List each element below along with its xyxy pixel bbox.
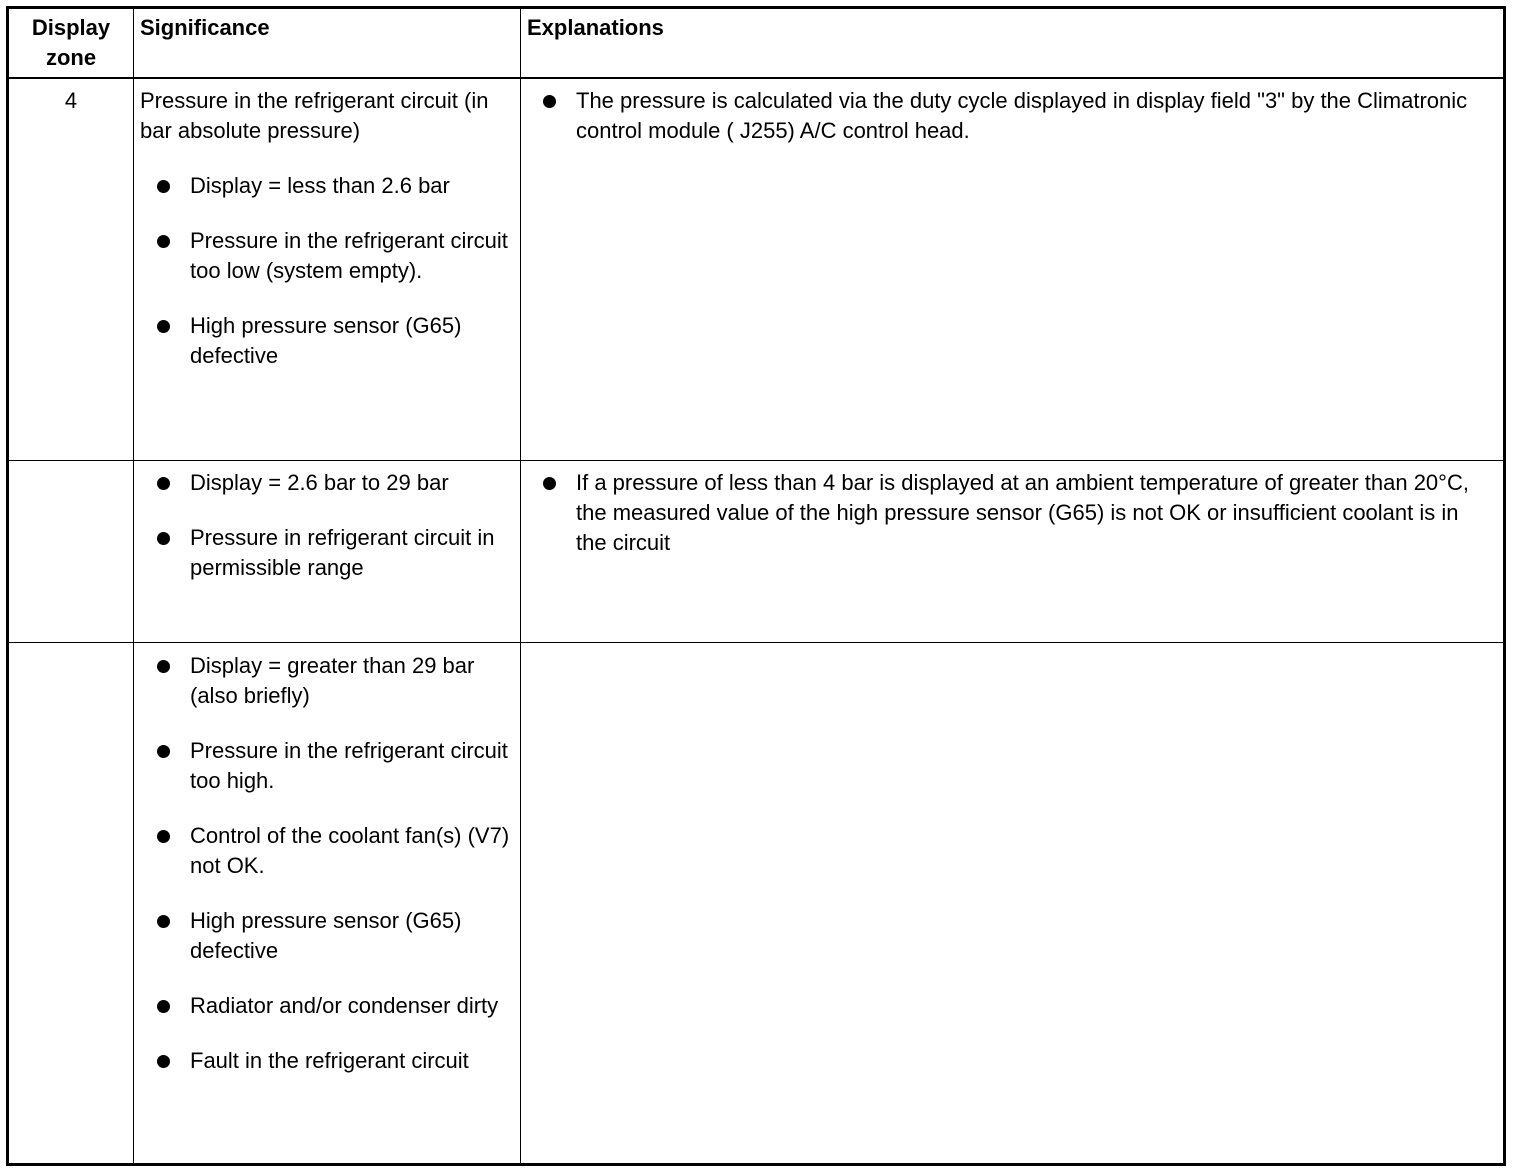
row-2-explanations [526, 468, 1486, 558]
bullet-icon [157, 915, 170, 928]
row-divider [6, 642, 1506, 643]
list-item: Display = less than 2.6 bar [140, 171, 518, 201]
row-2-significance [140, 468, 518, 583]
list-item: Display = 2.6 bar to 29 bar [140, 468, 518, 498]
bullet-icon [157, 830, 170, 843]
significance-list [140, 171, 518, 371]
explanations-list [526, 86, 1486, 146]
significance-intro: Pressure in the refrigerant circuit (in bar absolute pressure) [140, 88, 489, 143]
header-explanations: Explanations [527, 15, 664, 40]
bullet-icon [543, 477, 556, 490]
list-item: Radiator and/or condenser dirty [140, 991, 518, 1021]
significance-list [140, 468, 518, 583]
list-item: Control of the coolant fan(s) (V7) not OK. [140, 821, 518, 881]
bullet-icon [157, 1055, 170, 1068]
list-item: Display = greater than 29 bar (also briefly) [140, 651, 518, 711]
row-1-significance [140, 86, 518, 371]
header-divider [6, 77, 1506, 79]
row-3-significance [140, 651, 518, 1076]
row-1-explanations [526, 86, 1486, 146]
bullet-icon [157, 320, 170, 333]
row-1-zone: 4 [64, 88, 78, 113]
list-item: High pressure sensor (G65) defective [140, 906, 518, 966]
bullet-icon [157, 532, 170, 545]
list-item: If a pressure of less than 4 bar is displayed at an ambient temperature of greater than 20°C, the measured value of the high pressure sensor (G65) is not OK or insufficient coolant is in the circuit [526, 468, 1486, 558]
bullet-icon [157, 180, 170, 193]
bullet-icon [157, 745, 170, 758]
list-item: Fault in the refrigerant circuit [140, 1046, 518, 1076]
header-significance: Significance [140, 15, 270, 40]
column-divider [133, 6, 134, 1166]
bullet-icon [157, 660, 170, 673]
explanations-list [526, 468, 1486, 558]
row-divider [6, 460, 1506, 461]
header-display-zone: Display zone [31, 15, 111, 70]
list-item: Pressure in the refrigerant circuit too low (system empty). [140, 226, 518, 286]
bullet-icon [543, 95, 556, 108]
column-divider [520, 6, 521, 1166]
list-item: Pressure in refrigerant circuit in permissible range [140, 523, 518, 583]
list-item: High pressure sensor (G65) defective [140, 311, 518, 371]
significance-list [140, 651, 518, 1076]
bullet-icon [157, 235, 170, 248]
list-item: The pressure is calculated via the duty cycle displayed in display field "3" by the Climatronic control module ( J255) A/C control head. [526, 86, 1486, 146]
list-item: Pressure in the refrigerant circuit too high. [140, 736, 518, 796]
bullet-icon [157, 1000, 170, 1013]
bullet-icon [157, 477, 170, 490]
